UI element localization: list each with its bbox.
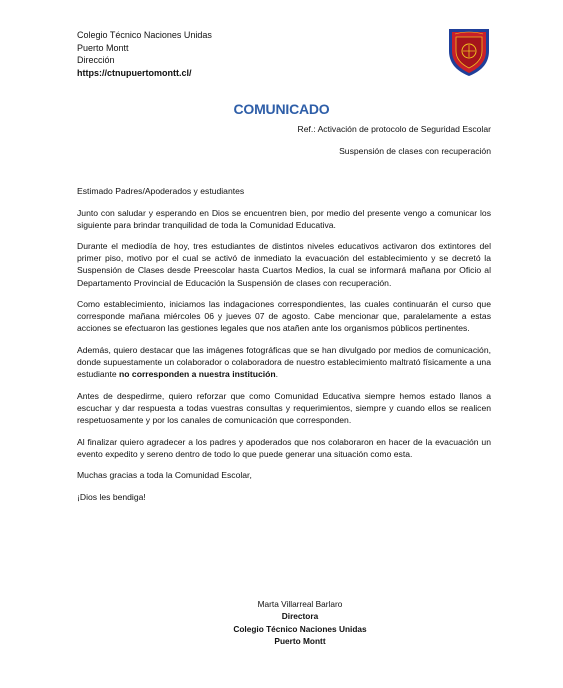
school-department: Dirección [77,55,115,65]
school-url-link[interactable]: https://ctnupuertomontt.cl/ [77,67,192,78]
clarification-text: Además, quiero destacar que las imágenes fotográficas que se han divulgado por medios de comunicación, donde supuestamente un colaborador o colaboradora de nuestro establecimiento maltrató físicamente a una estudiante [77,344,491,380]
clarification-emphasis: no corresponden a nuestra institución [119,369,276,380]
blessing-line: ¡Dios les bendiga! [77,491,146,502]
document-title: COMUNICADO [233,101,330,117]
school-crest-icon [446,25,492,77]
paragraph-investigation: Como establecimiento, iniciamos las indagaciones correspondientes, las cuales continuarán el curso que corresponde mañana miércoles 06 y jueves 07 de agosto. Cabe mencionar que, paralelamente a estas acciones se efectuaron las gestiones legales que nos atañen ante los organismos públicos pertinentes. [77,299,491,334]
letterhead [77,29,212,79]
reference-line: Ref.: Activación de protocolo de Seguridad Escolar [297,124,491,134]
school-name: Colegio Técnico Naciones Unidas [77,30,212,40]
closing-line: Muchas gracias a toda la Comunidad Escolar, [77,470,252,481]
reference-subline: Suspensión de clases con recuperación [339,146,491,156]
clarification-end: . [275,369,279,380]
school-city: Puerto Montt [77,42,129,53]
greeting: Estimado Padres/Apoderados y estudiantes [77,186,245,196]
signatory-city: Puerto Montt [274,636,326,647]
paragraph-incident: Durante el mediodía de hoy, tres estudiantes de distintos niveles educativos activaron dos extintores del primer piso, motivo por el cual se activó de inmediato la evacuación del establecimiento y se decretó la Suspensión de Clases desde Preescolar hasta Cuartos Medios, la cual se informará mañana por Oficio al Departamento Provincial de Educación la Suspensión de clases con recuperación. [77,241,491,288]
signatory-school: Colegio Técnico Naciones Unidas [233,623,367,634]
paragraph-clarification [77,344,491,380]
paragraph-farewell: Antes de despedirme, quiero reforzar que como Comunidad Educativa siempre hemos estado llanos a escuchar y dar respuesta a todas vuestras consultas y requerimientos, siempre y cuando ellos se realicen respetuosamente y por los canales de comunicación que corresponden. [77,390,491,425]
paragraph-intro: Junto con saludar y esperando en Dios se encuentren bien, por medio del presente vengo a comunicar los siguiente para brindar tranquilidad de toda la Comunidad Educativa. [77,207,491,230]
paragraph-thanks: Al finalizar quiero agradecer a los padres y apoderados que nos colaboraron en hacer de la evacuación un evento expedito y sereno dentro de todo lo que puede generar una situación como esta. [77,436,491,459]
letter-body [77,185,491,512]
signature-block [180,598,420,648]
signatory-role: Directora [281,611,319,622]
signatory-name: Marta Villarreal Barlaro [257,599,343,609]
